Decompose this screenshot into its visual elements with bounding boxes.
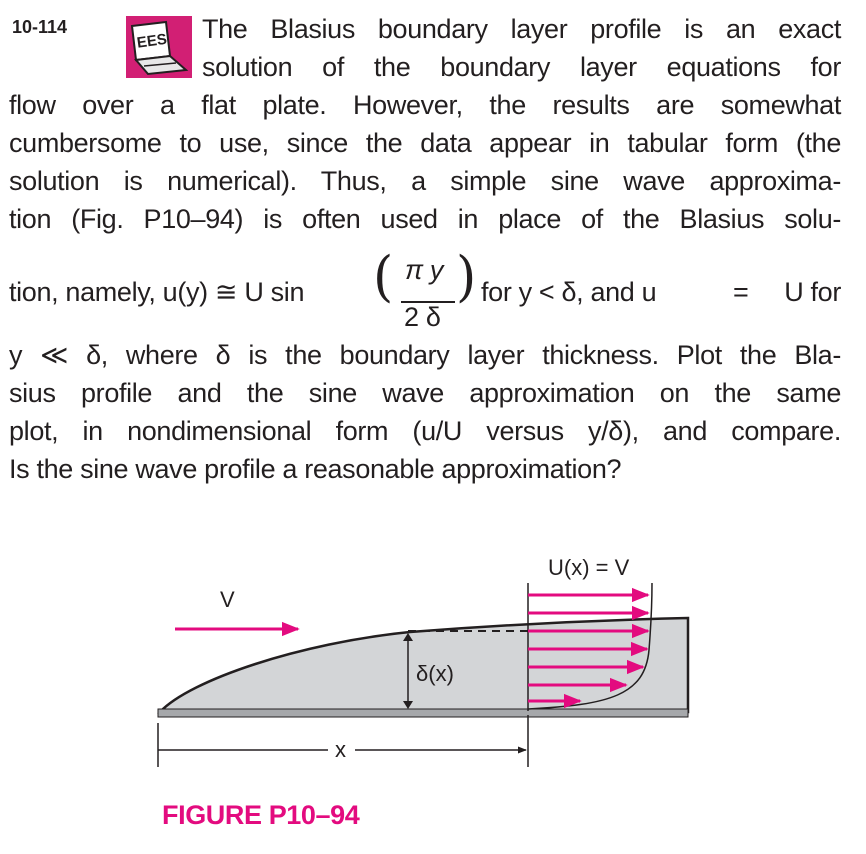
thickness-label: δ(x) [416,661,454,686]
distance-label: x [335,737,346,762]
problem-line-8: sius profile and the sine wave approximation on the same [9,378,841,408]
problem-line-9: plot, in nondimensional form (u/U versus y/δ), and compare. [9,416,841,446]
problem-line-7: y ≪ δ, where δ is the boundary layer thickness. Plot the Bla- [9,340,841,370]
problem-line-2: solution of the boundary layer equations for [202,52,841,82]
problem-line-5: solution is numerical). Thus, a simple sine wave approxima- [9,166,841,196]
problem-line-10: Is the sine wave profile a reasonable approximation? [9,454,622,484]
problem-line-4: cumbersome to use, since the data appear in tabular form (the [9,128,841,158]
equation-line [9,245,841,341]
edge-velocity-label: U(x) = V [548,555,630,580]
flat-plate [158,709,688,717]
ees-icon-label: EES [135,30,168,52]
problem-line-6: tion (Fig. P10–94) is often used in place of the Blasius solu- [9,204,841,234]
problem-line-3: flow over a flat plate. However, the results are somewhat [9,90,841,120]
equation-denominator: 2 δ [404,302,441,332]
left-paren: ( [373,245,393,309]
ees-computer-icon [126,16,192,78]
boundary-layer-diagram [140,555,700,785]
right-paren: ) [456,245,476,309]
equation-numerator: π y [405,255,444,285]
figure-caption: FIGURE P10–94 [162,800,360,830]
equation-lead: tion, namely, u(y) ≅ U sin [9,277,305,307]
equation-tail-right: U for [784,277,841,307]
problem-line-1: The Blasius boundary layer profile is an exact [202,14,841,44]
problem-number: 10-114 [12,17,68,37]
equation-tail-eq: = [733,277,749,307]
equation-tail-left: for y < δ, and u [481,277,657,307]
freestream-label: V [220,587,235,612]
